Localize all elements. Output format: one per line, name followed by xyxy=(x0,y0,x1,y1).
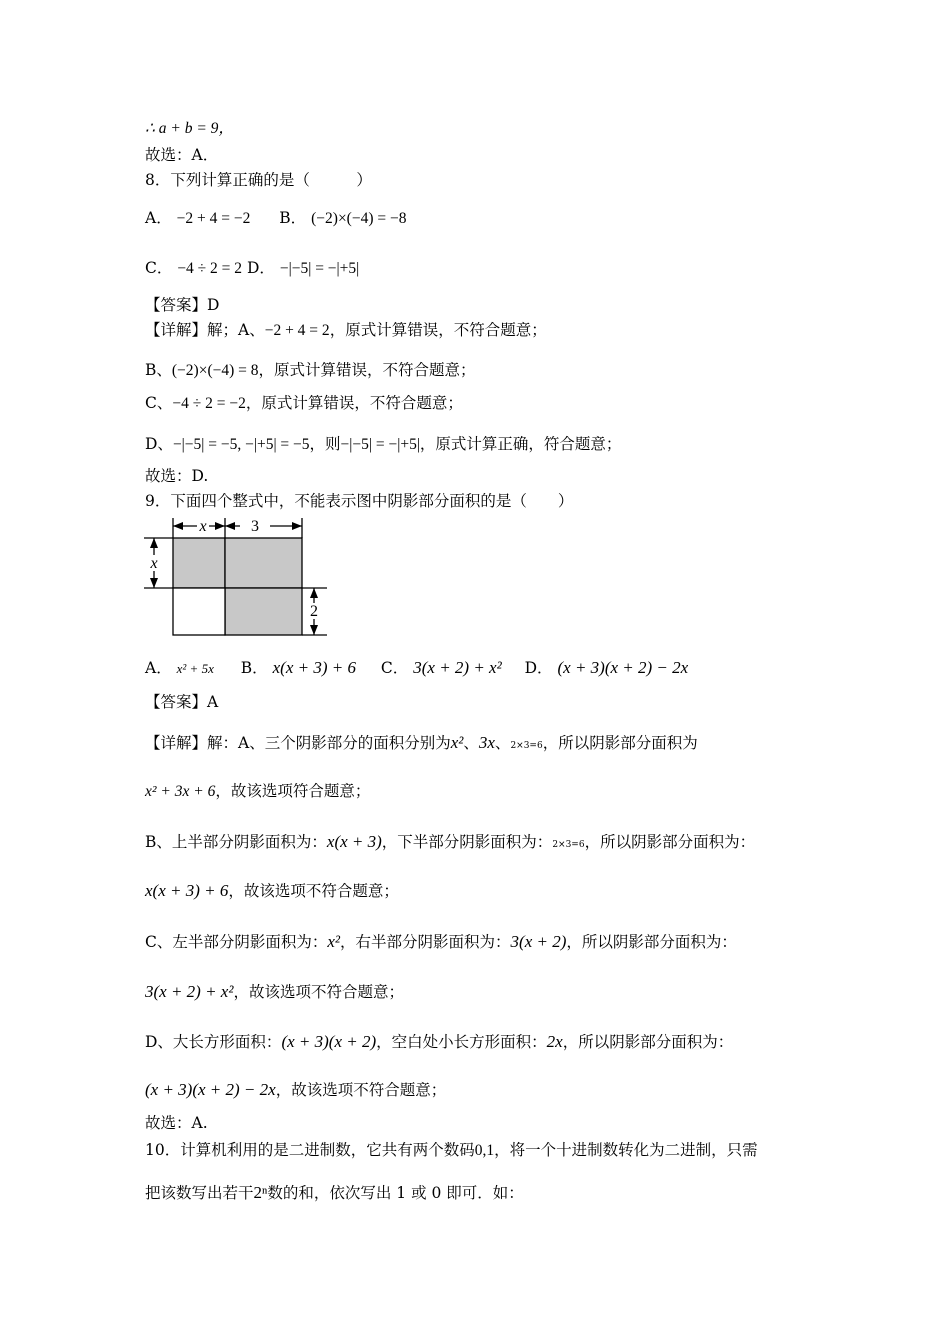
blank-rect xyxy=(173,588,225,635)
text-line: 故选：A． xyxy=(145,146,219,164)
explain-line: 【详解】解：A、三个阴影部分的面积分别为x²、3x、2×3=6，所以阴影部分面积为 xyxy=(145,733,698,752)
explain-line: B、上半部分阴影面积为：x(x + 3)，下半部分阴影面积为：2×3=6，所以阴影部分面积为： xyxy=(145,832,756,851)
answer-line: 【答案】A xyxy=(145,693,219,711)
explain-line: 【详解】解；A、−2 + 4 = 2，原式计算错误，不符合题意； xyxy=(145,321,547,339)
label-x-top: x xyxy=(199,518,207,535)
explain-line: B、(−2)×(−4) = 8，原式计算错误，不符合题意； xyxy=(145,361,476,379)
area-figure xyxy=(142,513,342,641)
shaded-top-right xyxy=(225,538,302,588)
shaded-square xyxy=(173,538,225,588)
label-x-left: x xyxy=(150,555,158,572)
explain-line: D、−|−5| = −5, −|+5| = −5，则−|−5| = −|+5|，原式计算正确，符合题意； xyxy=(145,435,622,453)
explain-line: x² + 3x + 6，故该选项符合题意； xyxy=(145,782,371,800)
question-8: 8．下列计算正确的是（ ） xyxy=(145,171,372,189)
explain-line: D、大长方形面积：(x + 3)(x + 2)，空白处小长方形面积：2x，所以阴影部分面积为： xyxy=(145,1032,734,1051)
text-line: 故选：A. xyxy=(145,1114,208,1132)
label-2: 2 xyxy=(310,603,318,620)
option-row: A． −2 + 4 = −2 B． (−2)×(−4) = −8 xyxy=(145,209,407,227)
explain-line: (x + 3)(x + 2) − 2x，故该选项不符合题意； xyxy=(145,1080,447,1099)
explain-line: C、左半部分阴影面积为：x²，右半部分阴影面积为：3(x + 2)，所以阴影部分面积为： xyxy=(145,932,737,951)
shaded-bottom-right xyxy=(225,588,302,635)
question-9: 9．下面四个整式中，不能表示图中阴影部分面积的是（ ） xyxy=(145,492,574,510)
explain-line: C、−4 ÷ 2 = −2，原式计算错误，不符合题意； xyxy=(145,394,463,412)
question-10: 10．计算机利用的是二进制数，它共有两个数码0,1，将一个十进制数转化为二进制，只需 xyxy=(145,1141,758,1159)
explain-line: x(x + 3) + 6，故该选项不符合题意； xyxy=(145,881,399,900)
answer-line: 【答案】D xyxy=(145,296,220,314)
text-line: 故选：D. xyxy=(145,467,209,485)
text-line: ∴ a + b = 9， xyxy=(145,120,234,137)
option-row: A． x² + 5x B． x(x + 3) + 6 C． 3(x + 2) + x² D． (x + 3)(x + 2) − 2x xyxy=(145,658,689,677)
option-row: C． −4 ÷ 2 = 2 D． −|−5| = −|+5| xyxy=(145,259,360,277)
explain-line: 3(x + 2) + x²，故该选项不符合题意； xyxy=(145,982,404,1001)
text-line: 把该数写出若干2ⁿ数的和，依次写出 1 或 0 即可．如： xyxy=(145,1183,524,1202)
label-3: 3 xyxy=(251,518,259,535)
